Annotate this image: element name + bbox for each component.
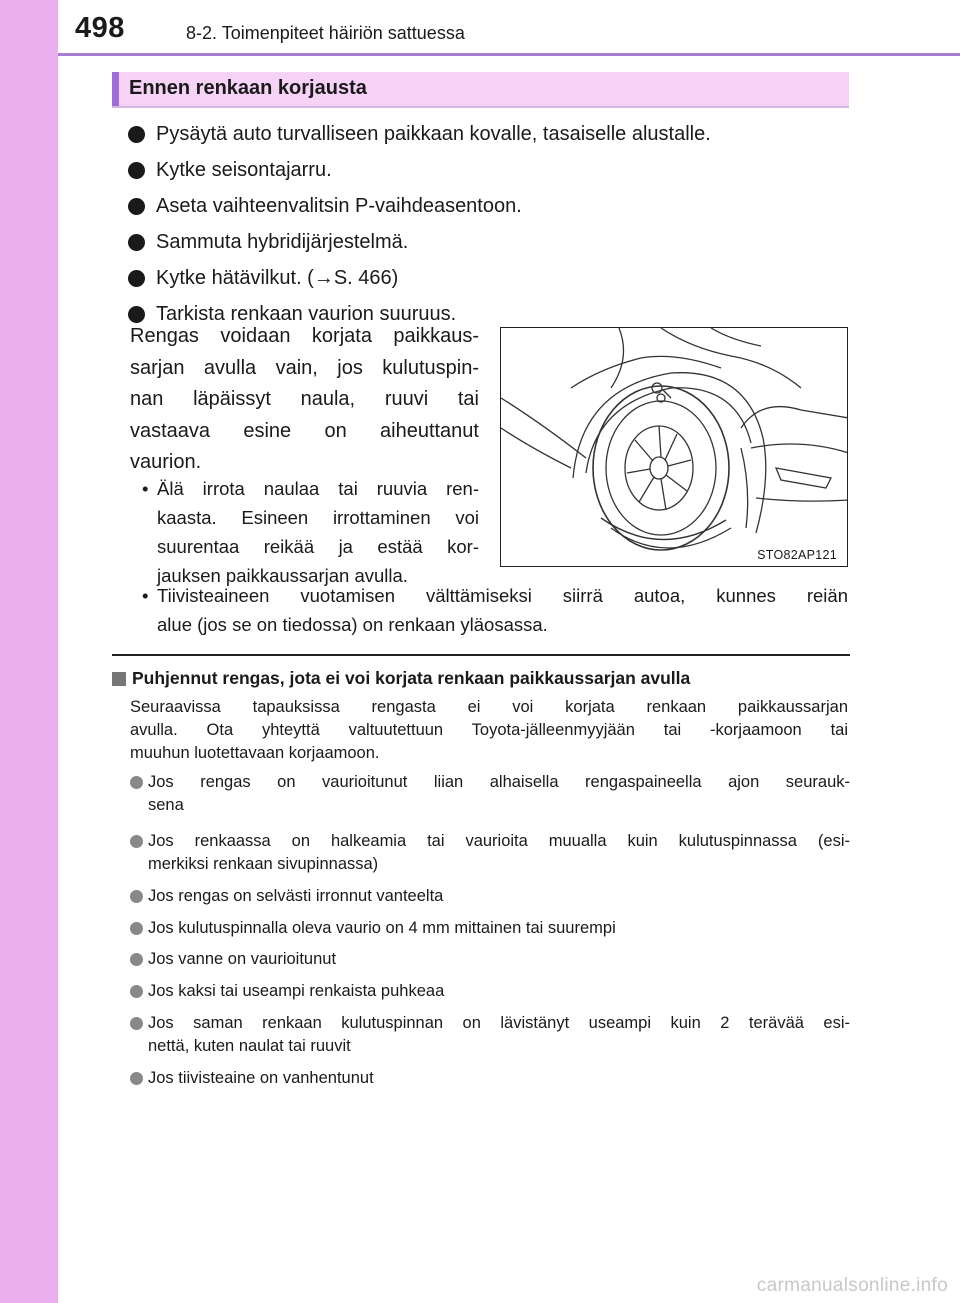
list-item-text <box>148 1012 850 1058</box>
sub-bullet-mark: • <box>142 478 149 499</box>
main-bullet-item <box>128 116 848 152</box>
sub-bullet-line: Älä irrota naulaa tai ruuvia ren- <box>157 478 479 499</box>
main-bullet-item <box>128 188 848 224</box>
list-item-line: Jos vanne on vaurioitunut <box>148 950 337 968</box>
sub-bullet-text <box>157 474 479 590</box>
paragraph-line: avulla. Ota yhteyttä valtuutettuun Toyota-jälleenmyyjään tai -korjaamoon tai <box>130 721 848 739</box>
main-bullet-text: Pysäytä auto turvalliseen paikkaan kovalle, tasaiselle alustalle. <box>156 122 711 145</box>
repair-condition-paragraph <box>130 321 479 479</box>
list-item-text <box>148 980 850 1003</box>
list-item-line: Jos kaksi tai useampi renkaista puhkeaa <box>148 982 445 1000</box>
square-bullet-icon <box>112 672 126 686</box>
page-number: 498 <box>75 12 125 44</box>
section-title-box <box>112 72 849 108</box>
list-item-line: Jos rengas on selvästi irronnut vanteelta <box>148 887 444 905</box>
header-rule <box>58 53 960 56</box>
grey-dot-icon <box>130 776 143 789</box>
grey-dot-icon <box>130 835 143 848</box>
list-item-text <box>148 830 850 876</box>
paragraph-line: sarjan avulla vain, jos kulutuspin- <box>130 356 479 379</box>
running-head: 8-2. Toimenpiteet häiriön sattuessa <box>186 23 465 43</box>
sub-bullet-line: kaasta. Esineen irrottaminen voi <box>157 507 479 528</box>
main-bullet-text: Tarkista renkaan vaurion suuruus. <box>156 302 457 325</box>
grey-dot-icon <box>130 1072 143 1085</box>
main-bullet-text: Kytke hätävilkut. (→S. 466) <box>156 266 399 289</box>
section-title: Ennen renkaan korjausta <box>129 77 367 99</box>
bullet-dot-icon <box>128 126 145 143</box>
list-item-line: nettä, kuten naulat tai ruuvit <box>148 1037 351 1055</box>
paragraph-line: vaurion. <box>130 451 202 473</box>
list-item-text <box>148 948 850 971</box>
figure-caption: STO82AP121 <box>757 548 837 562</box>
grey-dot-icon <box>130 1017 143 1030</box>
list-item-line: Jos kulutuspinnalla oleva vaurio on 4 mm mittainen tai suurempi <box>148 919 616 937</box>
paragraph-line: Seuraavissa tapauksissa rengasta ei voi korjata renkaan paikkaussarjan <box>130 698 848 716</box>
sub-bullet-line: Tiivisteaineen vuotamisen välttämiseksi siirrä autoa, kunnes reiän <box>157 585 848 606</box>
main-bullet-item <box>128 152 848 188</box>
grey-dot-icon <box>130 953 143 966</box>
bullet-dot-icon <box>128 162 145 179</box>
list-item-text <box>148 771 850 817</box>
sub-bullet-line: jauksen paikkaussarjan avulla. <box>157 565 408 586</box>
sub-bullet-line: suurentaa reikää ja estää kor- <box>157 536 479 557</box>
main-bullet-item <box>128 260 848 296</box>
main-bullet-text: Kytke seisontajarru. <box>156 158 332 181</box>
main-bullet-list <box>128 116 848 332</box>
paragraph-line: Rengas voidaan korjata paikkaus- <box>130 325 479 347</box>
paragraph-line: nan läpäissyt naula, ruuvi tai <box>130 388 479 410</box>
list-item-line: sena <box>148 796 184 814</box>
list-item-line: Jos renkaassa on halkeamia tai vaurioita muualla kuin kulutuspinnassa (esi- <box>148 832 850 850</box>
sub-bullet-text <box>157 581 848 639</box>
list-item-line: Jos saman renkaan kulutuspinnan on lävistänyt useampi kuin 2 terävää esi- <box>148 1014 850 1032</box>
main-bullet-text: Sammuta hybridijärjestelmä. <box>156 230 409 253</box>
sub-section-heading-text: Puhjennut rengas, jota ei voi korjata renkaan paikkaussarjan avulla <box>132 668 691 688</box>
list-item-text <box>148 917 850 940</box>
list-item-text <box>148 1067 850 1090</box>
tire-drawing <box>501 328 848 567</box>
sub-section-heading <box>112 668 690 689</box>
main-bullet-item <box>128 224 848 260</box>
list-item-line: Jos rengas on vaurioitunut liian alhaisella rengaspaineella ajon seurauk- <box>148 773 850 791</box>
list-item-line: Jos tiivisteaine on vanhentunut <box>148 1069 374 1087</box>
list-item-line: merkiksi renkaan sivupinnassa) <box>148 855 379 873</box>
sub-bullet-line: alue (jos se on tiedossa) on renkaan yläosassa. <box>157 614 548 635</box>
sub-section-paragraph <box>130 696 848 765</box>
section-accent-bar <box>112 72 119 106</box>
bullet-dot-icon <box>128 306 145 323</box>
section-divider <box>112 654 850 656</box>
bullet-dot-icon <box>128 198 145 215</box>
list-item-text <box>148 885 850 908</box>
paragraph-line: muuhun luotettavaan korjaamoon. <box>130 744 380 762</box>
main-bullet-text: Aseta vaihteenvalitsin P-vaihdeasentoon. <box>156 194 522 217</box>
page-margin-band <box>0 0 58 1303</box>
bullet-dot-icon <box>128 234 145 251</box>
sub-bullet-mark: • <box>142 585 149 606</box>
paragraph-line: vastaava esine on aiheuttanut <box>130 419 479 442</box>
grey-dot-icon <box>130 922 143 935</box>
grey-dot-icon <box>130 985 143 998</box>
flat-tire-illustration <box>500 327 848 567</box>
bullet-dot-icon <box>128 270 145 287</box>
grey-dot-icon <box>130 890 143 903</box>
watermark: carmanualsonline.info <box>756 1275 948 1296</box>
